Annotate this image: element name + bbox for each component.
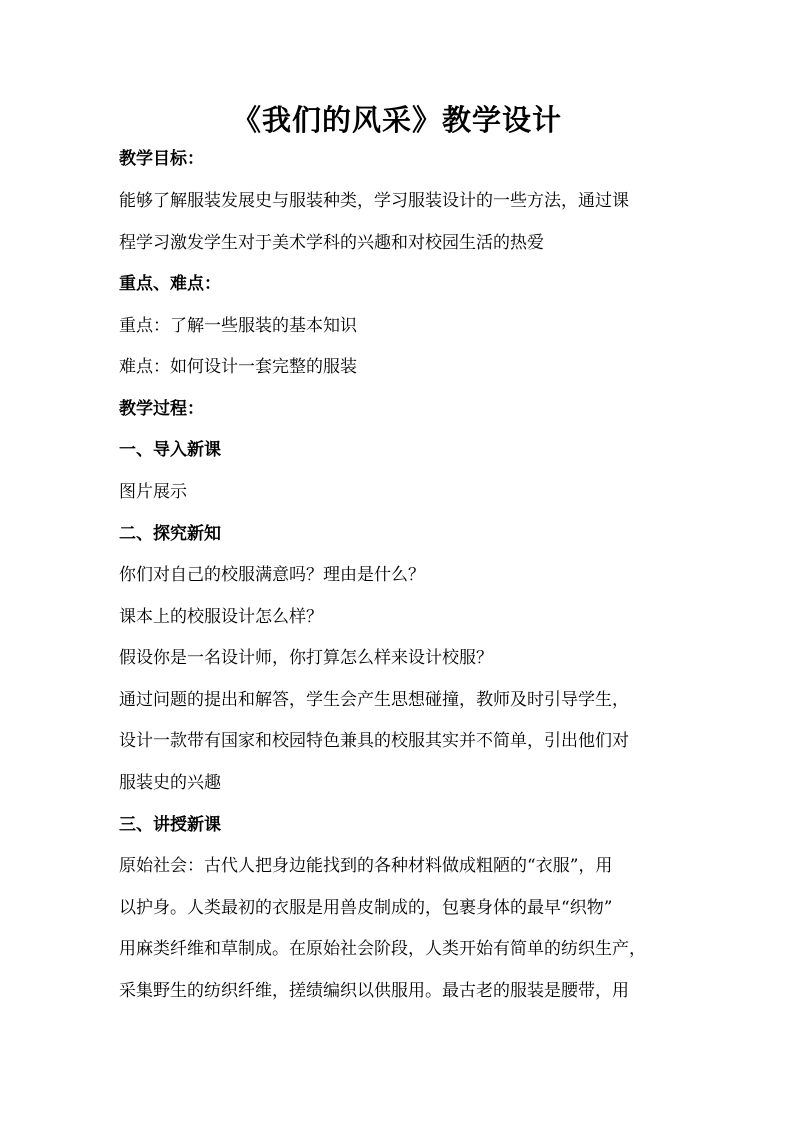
heading-teaching-goals: 教学目标：: [119, 149, 204, 169]
section-heading-new-lesson: 三、讲授新课: [119, 815, 221, 835]
paragraph-line: 课本上的校服设计怎么样？: [119, 607, 323, 627]
paragraph-line: 以护身。人类最初的衣服是用兽皮制成的，包裹身体的最早“织物”: [119, 898, 613, 918]
paragraph-line: 假设你是一名设计师，你打算怎么样来设计校服？: [119, 648, 493, 668]
paragraph-line: 重点：了解一些服装的基本知识: [119, 316, 357, 336]
section-heading-explore: 二、探究新知: [119, 524, 221, 544]
paragraph-line: 采集野生的纺织纤维，搓绩编织以供服用。最古老的服装是腰带，用: [119, 981, 629, 1001]
paragraph-line: 程学习激发学生对于美术学科的兴趣和对校园生活的热爱: [119, 233, 544, 253]
paragraph-line: 原始社会：古代人把身边能找到的各种材料做成粗陋的“衣服”，用: [119, 856, 613, 876]
paragraph-line: 服装史的兴趣: [119, 773, 221, 793]
heading-teaching-process: 教学过程：: [119, 399, 204, 419]
paragraph-line: 能够了解服装发展史与服装种类，学习服装设计的一些方法，通过课: [119, 191, 629, 211]
section-heading-introduction: 一、导入新课: [119, 440, 221, 460]
paragraph-line: 用麻类纤维和草制成。在原始社会阶段，人类开始有简单的纺织生产，: [119, 939, 646, 959]
paragraph-line: 难点：如何设计一套完整的服装: [119, 357, 357, 377]
paragraph-line: 你们对自己的校服满意吗？理由是什么？: [119, 565, 425, 585]
heading-key-points: 重点、难点：: [119, 274, 221, 294]
document-title: 《我们的风采》教学设计: [231, 103, 562, 137]
paragraph-line: 图片展示: [119, 482, 187, 502]
paragraph-line: 通过问题的提出和解答，学生会产生思想碰撞，教师及时引导学生，: [119, 690, 629, 710]
paragraph-line: 设计一款带有国家和校园特色兼具的校服其实并不简单，引出他们对: [119, 731, 629, 751]
